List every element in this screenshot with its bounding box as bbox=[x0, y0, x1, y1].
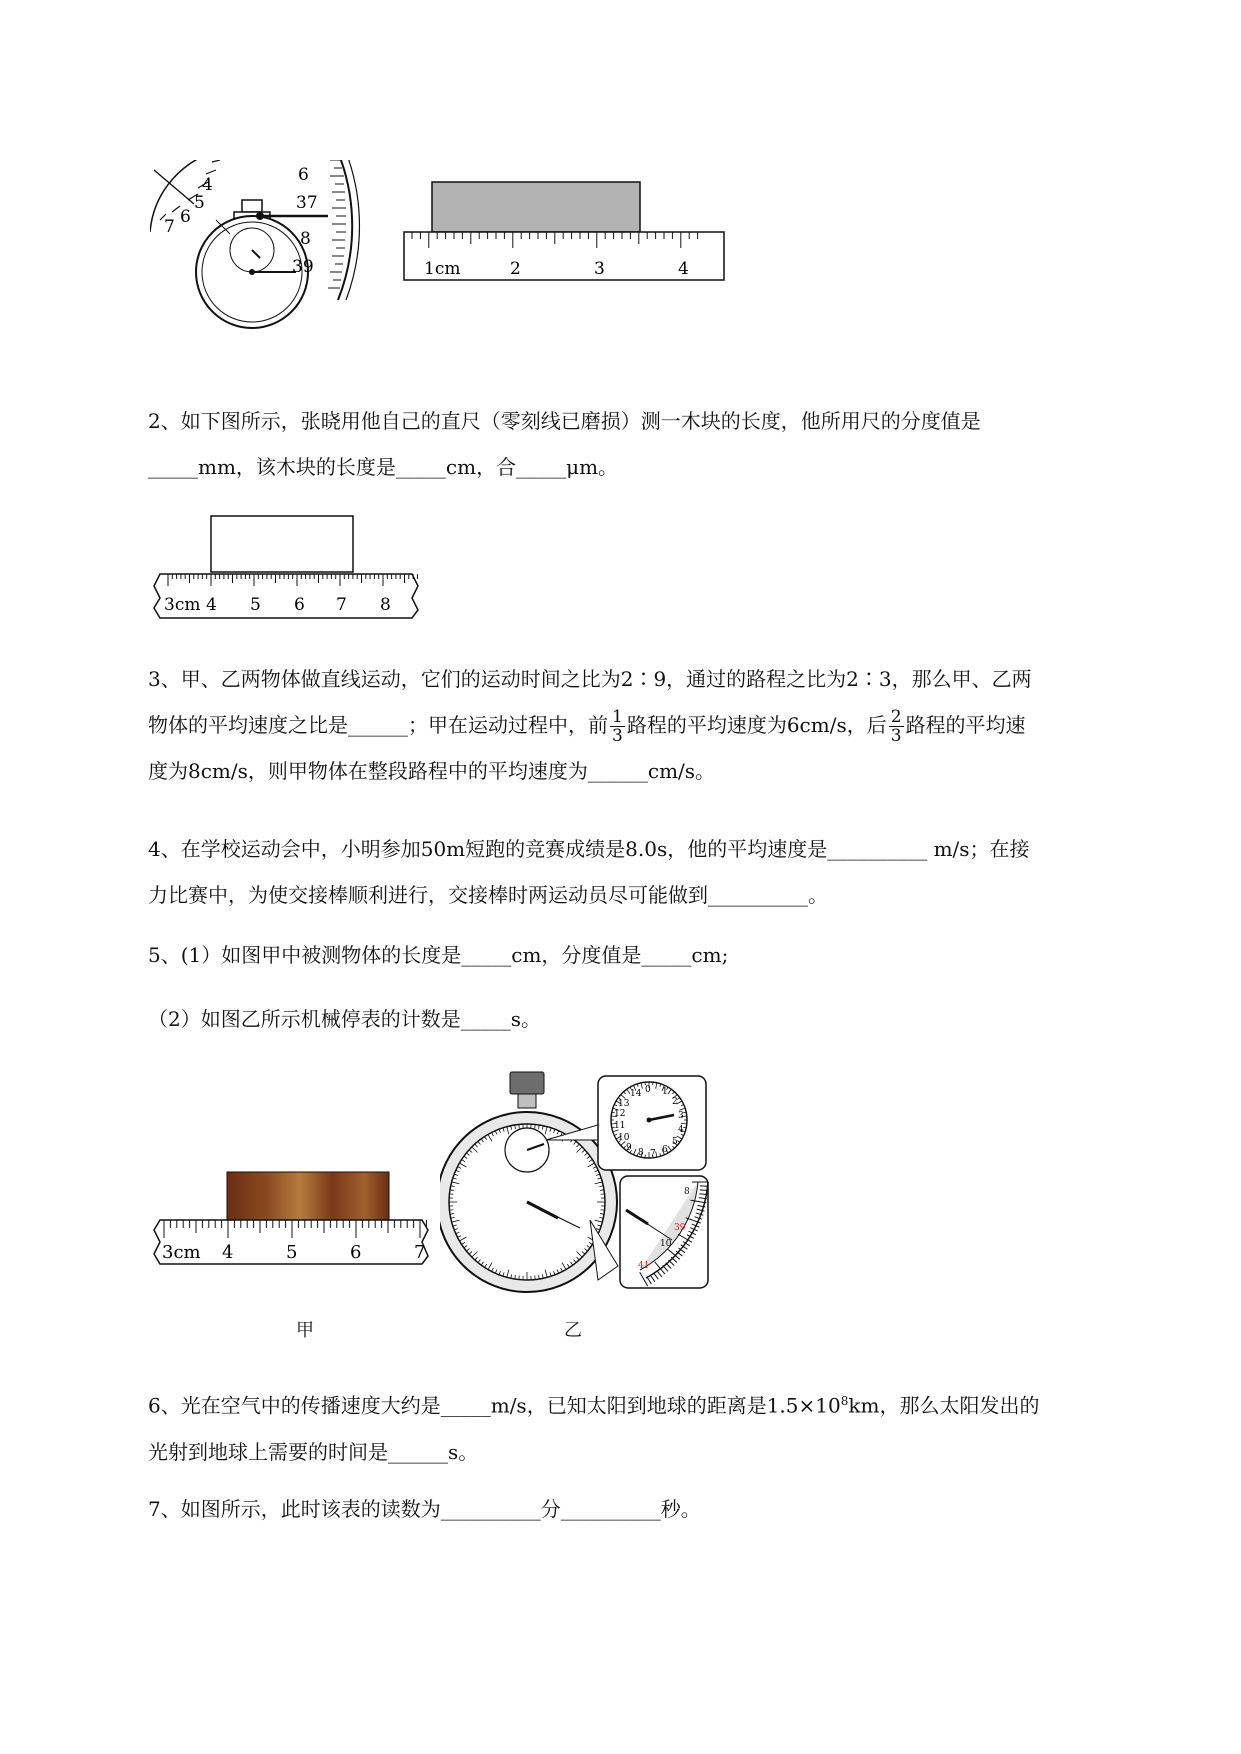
ruler2-label-4: 4 bbox=[206, 595, 217, 615]
question-3-line-2 bbox=[148, 702, 1148, 748]
arc-label-10: 10 bbox=[660, 1239, 672, 1249]
question-6 bbox=[148, 1378, 1148, 1475]
scale-label-37: 37 bbox=[296, 193, 318, 213]
question-6-line-1: 6、光在空气中的传播速度大约是_____m/s，已知太阳到地球的距离是$1.5\times 10^8km$，那么太阳发出的 bbox=[148, 1393, 1040, 1418]
question-7 bbox=[148, 1486, 1148, 1532]
question-3 bbox=[148, 656, 1148, 794]
small-dial-label-1: 1 bbox=[662, 1087, 668, 1097]
small-dial-label-8: 8 bbox=[638, 1148, 644, 1158]
small-dial-label-2: 2 bbox=[672, 1097, 678, 1107]
ruler2-label-6: 6 bbox=[294, 595, 305, 615]
small-dial-label-7: 7 bbox=[650, 1149, 656, 1159]
fraction-one-third: $\frac{1}{3}$ bbox=[612, 707, 623, 746]
dial-label-4: 4 bbox=[202, 175, 213, 195]
caption-jia: 甲 bbox=[296, 1320, 314, 1341]
dial-label-6: 6 bbox=[180, 207, 191, 227]
caption-yi: 乙 bbox=[564, 1320, 582, 1341]
question-4-line-1: 4、在学校运动会中，小明参加50m短跑的竞赛成绩是8.0s，他的平均速度是__________ m/s；在接 bbox=[148, 837, 1030, 861]
question-5-line-2: （2）如图乙所示机械停表的计数是_____s。 bbox=[148, 1007, 541, 1031]
small-dial-label-10: 10 bbox=[618, 1133, 630, 1143]
dial-label-7: 7 bbox=[164, 217, 175, 237]
figure-stopwatch-and-ruler bbox=[150, 160, 730, 360]
small-dial-label-9: 9 bbox=[626, 1143, 632, 1153]
ruler1-label-4: 4 bbox=[678, 259, 689, 279]
ruler2-label-7: 7 bbox=[336, 595, 347, 615]
figure-jia-ruler bbox=[150, 1168, 440, 1278]
ruler3-label-7: 7 bbox=[414, 1242, 426, 1263]
ruler1-label-3: 3 bbox=[594, 259, 605, 279]
small-dial-label-4: 4 bbox=[678, 1125, 684, 1135]
question-3-line-2-a: 物体的平均速度之比是______；甲在运动过程中，前 bbox=[148, 713, 608, 737]
question-6-line-2: 光射到地球上需要的时间是______s。 bbox=[148, 1439, 479, 1464]
small-dial-label-3: 3 bbox=[678, 1111, 684, 1121]
question-3-line-1: 3、甲、乙两物体做直线运动，它们的运动时间之比为2∶9，通过的路程之比为2∶3，那么甲、乙两 bbox=[148, 667, 1032, 691]
ruler3-label-6: 6 bbox=[350, 1242, 362, 1263]
small-dial-label-13: 13 bbox=[618, 1099, 630, 1109]
arc-label-8: 8 bbox=[684, 1187, 690, 1197]
arc-label-41: 41 bbox=[638, 1261, 650, 1271]
small-dial-label-6: 6 bbox=[662, 1145, 668, 1155]
question-4-line-2: 力比赛中，为使交接棒顺利进行，交接棒时两运动员尽可能做到__________。 bbox=[148, 883, 828, 907]
question-2-line-1: 2、如下图所示，张晓用他自己的直尺（零刻线已磨损）测一木块的长度，他所用尺的分度值是 bbox=[148, 409, 981, 433]
question-3-line-2-b: 路程的平均速度为6cm/s，后 bbox=[626, 713, 887, 737]
ruler1-label-1cm: 1cm bbox=[424, 259, 461, 279]
small-dial-label-5: 5 bbox=[672, 1137, 678, 1147]
question-5 bbox=[148, 932, 1148, 978]
tick-mark bbox=[700, 1190, 708, 1191]
question-2 bbox=[148, 398, 1148, 490]
ruler3-label-4: 4 bbox=[222, 1242, 234, 1263]
arc-label-39: 39 bbox=[674, 1223, 686, 1233]
scale-label-8: 8 bbox=[300, 229, 311, 249]
question-5-part-2 bbox=[148, 996, 1148, 1042]
dial-label-5: 5 bbox=[194, 193, 205, 213]
ruler2-label-5: 5 bbox=[250, 595, 261, 615]
figure-yi-stopwatch bbox=[440, 1070, 740, 1330]
ruler2-label-3cm: 3cm bbox=[164, 595, 201, 615]
ruler3-label-5: 5 bbox=[286, 1242, 298, 1263]
small-dial-label-14: 14 bbox=[630, 1089, 642, 1099]
fraction-two-thirds: $\frac{2}{3}$ bbox=[890, 707, 902, 746]
question-3-line-2-c: 路程的平均速 bbox=[905, 713, 1026, 737]
question-7-line-1: 7、如图所示，此时该表的读数为__________分__________秒。 bbox=[148, 1497, 701, 1521]
question-2-line-2: _____mm，该木块的长度是_____cm，合_____μm。 bbox=[148, 455, 619, 479]
ruler3-label-3cm: 3cm bbox=[162, 1242, 201, 1263]
small-dial-label-11: 11 bbox=[614, 1121, 626, 1131]
small-dial-label-0: 0 bbox=[645, 1085, 651, 1095]
ruler2-label-8: 8 bbox=[380, 595, 391, 615]
exponent: 8 bbox=[840, 1394, 849, 1408]
question-5-line-1: 5、(1）如图甲中被测物体的长度是_____cm，分度值是_____cm; bbox=[148, 943, 729, 967]
question-4 bbox=[148, 826, 1148, 918]
ruler1-label-2: 2 bbox=[510, 259, 521, 279]
figure-ruler-wooden-block bbox=[150, 514, 430, 624]
scale-label-39: 39 bbox=[292, 257, 314, 277]
question-3-line-3: 度为8cm/s，则甲物体在整段路程中的平均速度为______cm/s。 bbox=[148, 759, 716, 783]
small-dial-label-12: 12 bbox=[614, 1109, 626, 1119]
scale-label-6: 6 bbox=[298, 165, 309, 185]
